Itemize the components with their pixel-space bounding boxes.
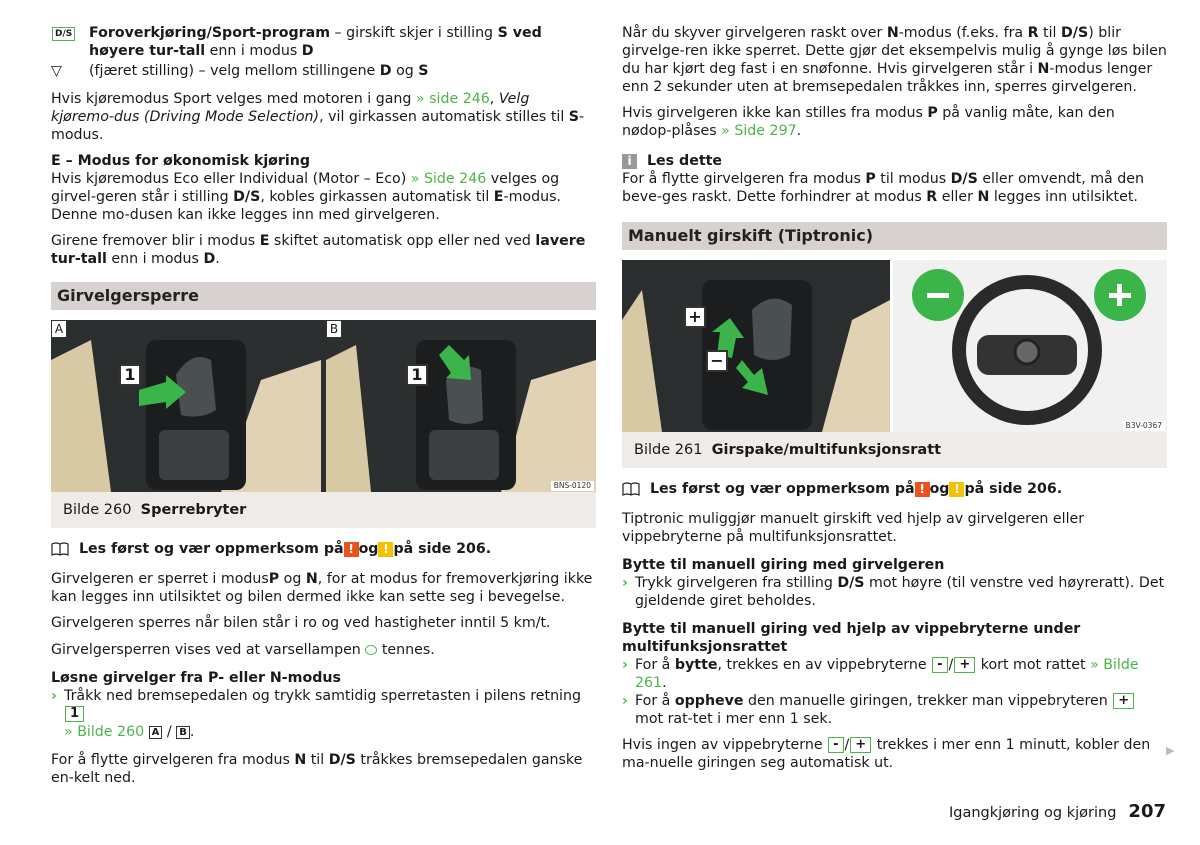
emergency-release-paragraph: Hvis girvelgeren ikke kan stilles fra modus P på vanlig måte, kan den nødop-plåses » Side 297. xyxy=(622,105,1115,139)
bullet-arrow-icon: › xyxy=(622,693,628,709)
warning-red-icon: ! xyxy=(344,542,359,557)
auto-cancel-paragraph: Hvis ingen av vippebryterne - / + trekkes i mer enn 1 minutt, kobler den ma-nuelle giringen seg automatisk ut. xyxy=(622,737,1151,771)
paddle-plus-box: + xyxy=(954,657,975,673)
chapter-title: Igangkjøring og kjøring xyxy=(949,805,1117,821)
lock-lamp-paragraph: Girvelgersperren vises ved at varsellampen tennes. xyxy=(51,642,435,658)
next-page-arrow-icon: ▶ xyxy=(1166,744,1175,757)
e-mode-gears-paragraph: Girene fremover blir i modus E skiftet automatisk opp eller ned ved lavere tur-tall enn i modus D. xyxy=(51,233,586,267)
warning-yellow-icon: ! xyxy=(378,542,393,557)
figure-code: BNS-0120 xyxy=(551,481,594,491)
link-bilde-261[interactable]: » Bilde 261 xyxy=(635,657,1139,691)
section-heading-tiptronic: Manuelt girskift (Tiptronic) xyxy=(622,222,1167,250)
triangle-down-icon: ▽ xyxy=(51,63,62,79)
tiptronic-photos xyxy=(622,260,1167,432)
figure-badge-1b: 1 xyxy=(406,364,428,386)
paddle-plus-box: + xyxy=(850,737,871,753)
bullet-arrow-icon: › xyxy=(51,688,57,704)
figure-261-caption: Bilde 261 Girspake/multifunksjonsratt xyxy=(622,432,1167,468)
figure-260 xyxy=(51,320,596,492)
figure-label-a: A xyxy=(51,320,67,338)
lock-speed-paragraph: Girvelgeren sperres når bilen står i ro og ved hastigheter inntil 5 km/t. xyxy=(51,615,551,631)
figure-plus-badge: + xyxy=(684,306,706,328)
mode-item-sprung: ▽ (fjæret stilling) – velg mellom stillingene D og S xyxy=(51,63,429,79)
page-footer xyxy=(949,803,1166,822)
callout-1-box: 1 xyxy=(65,706,84,722)
release-step: › Tråkk ned bremsepedalen og trykk samtidig sperretasten i pilens retning 1 » Bilde 260 A / B . xyxy=(51,688,581,740)
warning-red-icon: ! xyxy=(915,482,930,497)
ds-badge: D/S xyxy=(52,27,75,41)
e-mode-heading: E – Modus for økonomisk kjøring xyxy=(51,153,311,169)
warning-lamp-icon xyxy=(365,645,377,655)
bullet-arrow-icon: › xyxy=(622,657,628,673)
figure-261 xyxy=(622,260,1167,432)
e-mode-block: E – Modus for økonomisk kjøring Hvis kjøremodus Eco eller Individual (Motor – Eco) » Side 246 velges og girvel-geren står i stilling D/S, kobles girkassen automatisk til E-modus. Denne mo-dusen kan ikke legges inn med girvelgeren. xyxy=(51,152,596,224)
link-side-246[interactable]: » side 246 xyxy=(415,91,490,107)
link-bilde-260[interactable]: » Bilde 260 xyxy=(64,724,145,740)
book-icon xyxy=(622,482,640,496)
read-first-note: Les først og vær oppmerksom på ! og ! på side 206. xyxy=(51,540,596,558)
right-column xyxy=(622,24,1167,780)
book-icon xyxy=(51,542,69,556)
figure-260-caption: Bilde 260 Sperrebryter xyxy=(51,492,596,528)
paddle-minus-box: - xyxy=(932,657,947,673)
quick-shift-paragraph: Når du skyver girvelgeren raskt over N-modus (f.eks. fra R til D/S) blir girvelge-ren ikke sperret. Dette gjør det eksempelvis mulig å gynge løs bilen du har kjørt deg fast i en snøfonne. Hvis girvelgeren står i N-modus lenger enn 2 sekunder uten at bremsepedalen tråkkes inn, sperres girvelgeren. xyxy=(622,25,1167,95)
section-heading-girvelgersperre: Girvelgersperre xyxy=(51,282,596,310)
page-number: 207 xyxy=(1128,801,1166,822)
figure-label-b: B xyxy=(326,320,342,338)
left-column xyxy=(51,24,596,795)
figure-code: B3V-0367 xyxy=(1123,421,1165,431)
manual-selector-step: › Trykk girvelgeren fra stilling D/S mot høyre (til venstre ved høyreratt). Det gjeldende giret beholdes. xyxy=(622,575,1165,609)
bullet-arrow-icon: › xyxy=(622,575,628,591)
note-title: Les dette xyxy=(647,153,723,169)
tiptronic-intro: Tiptronic muliggjør manuelt girskift ved hjelp av girvelgeren eller vippebryterne på multifunksjonsrattet. xyxy=(622,511,1085,545)
paddle-step-switch: › For å bytte, trekkes en av vippebryterne - / + kort mot rattet » Bilde 261. xyxy=(622,657,1139,691)
manual-selector-heading: Bytte til manuell giring med girvelgeren xyxy=(622,557,945,573)
gear-selector-photos xyxy=(51,320,596,492)
mode-item-ds: D/S Foroverkjøring/Sport-program – girskift skjer i stilling S ved høyere tur-tall enn i modus D xyxy=(51,24,596,60)
n-to-ds-paragraph: For å flytte girvelgeren fra modus N til D/S tråkkes bremsepedalen ganske en-kelt ned. xyxy=(51,752,583,786)
release-heading: Løsne girvelger fra P- eller N-modus xyxy=(51,670,341,686)
paddle-step-cancel: › For å oppheve den manuelle giringen, trekker man vippebryteren + mot rat-tet i mer enn 1 sek. xyxy=(622,692,1167,728)
paddle-plus-box: + xyxy=(1113,693,1134,709)
note-box: i Les dette For å flytte girvelgeren fra modus P til modus D/S eller omvendt, må den beve-ges raskt. Dette forhindrer at modus R eller N legges inn utilsiktet. xyxy=(622,153,1144,205)
paddle-minus-box: - xyxy=(828,737,843,753)
lock-paragraph: Girvelgeren er sperret i modusP og N, for at modus for fremoverkjøring ikke kan legges inn utilsiktet og bilen dermed ikke kan sette seg i bevegelse. xyxy=(51,571,593,605)
read-first-note: Les først og vær oppmerksom på ! og ! på side 206. xyxy=(622,480,1167,498)
warning-yellow-icon: ! xyxy=(949,482,964,497)
info-icon: i xyxy=(622,154,637,169)
paddle-heading: Bytte til manuell giring ved hjelp av vippebryterne under multifunksjonsrattet xyxy=(622,621,1081,655)
figure-minus-badge: − xyxy=(706,350,728,372)
link-side-297[interactable]: » Side 297 xyxy=(721,123,797,139)
figure-badge-1a: 1 xyxy=(119,364,141,386)
sport-paragraph: Hvis kjøremodus Sport velges med motoren i gang » side 246, Velg kjøremo-dus (Driving Mode Selection), vil girkassen automatisk stilles til S-modus. xyxy=(51,91,585,143)
link-side-246-eco[interactable]: » Side 246 xyxy=(410,171,487,187)
